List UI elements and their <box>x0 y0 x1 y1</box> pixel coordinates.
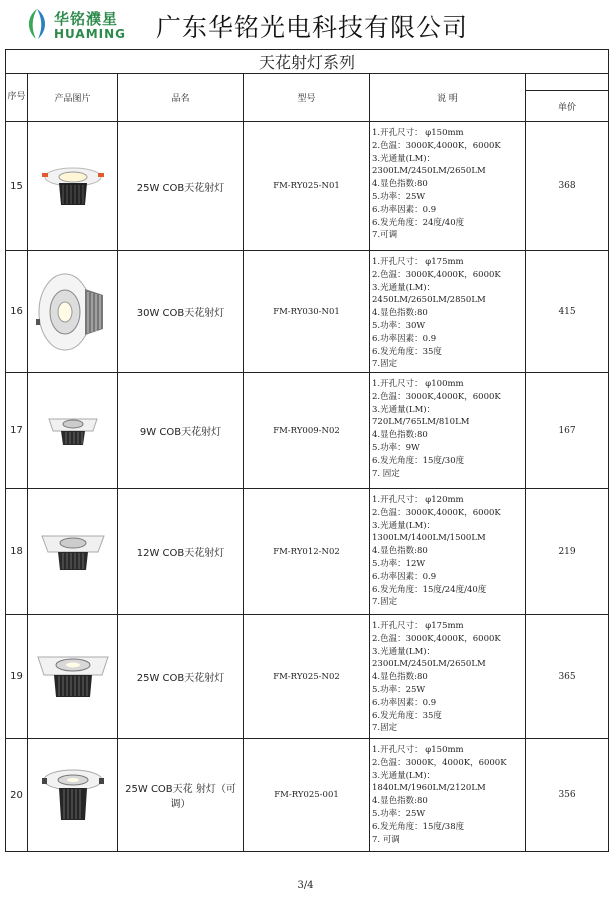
round-downlight-icon <box>37 764 109 826</box>
product-price: 356 <box>526 739 609 852</box>
table-row <box>6 739 609 852</box>
product-price: 167 <box>526 373 609 489</box>
row-seq: 18 <box>6 489 28 615</box>
table-row <box>6 122 609 251</box>
row-seq: 15 <box>6 122 28 251</box>
page-header <box>0 0 611 48</box>
square-downlight-icon <box>43 411 103 451</box>
product-desc: 1.开孔尺寸： φ150mm 2.色温：3000K，4000K，6000K 3.光通量(LM)： 1840LM/1960LM/2120LM 4.显色指数:80 5.功率：25W 6.发光角度：15度/38度 7. 可调 <box>370 739 526 852</box>
product-model: FM-RY030-N01 <box>244 251 370 373</box>
table-title: 天花射灯系列 <box>6 50 609 74</box>
round-downlight-icon <box>33 267 113 357</box>
table-row <box>6 615 609 739</box>
product-model: FM-RY025-N02 <box>244 615 370 739</box>
product-model: FM-RY025-N01 <box>244 122 370 251</box>
product-name: 9W COB天花射灯 <box>118 373 244 489</box>
logo-english-text: HUAMING <box>54 27 127 41</box>
company-name: 广东华铭光电科技有限公司 <box>156 13 469 42</box>
product-price: 365 <box>526 615 609 739</box>
col-header-desc: 说 明 <box>370 74 526 122</box>
product-image <box>28 251 118 373</box>
row-seq: 17 <box>6 373 28 489</box>
table-row <box>6 251 609 373</box>
leaf-logo-icon <box>24 8 50 40</box>
row-seq: 19 <box>6 615 28 739</box>
col-header-model: 型号 <box>244 74 370 122</box>
product-name: 12W COB天花射灯 <box>118 489 244 615</box>
square-downlight-icon <box>38 528 108 576</box>
product-table <box>5 49 609 852</box>
product-desc: 1.开孔尺寸： φ150mm 2.色温：3000K,4000K，6000K 3.光通量(LM)： 2300LM/2450LM/2650LM 4.显色指数:80 5.功率：25W 6.功率因素：0.9 6.发光角度：24度/40度 7.可调 <box>370 122 526 251</box>
product-image <box>28 373 118 489</box>
product-name: 30W COB天花射灯 <box>118 251 244 373</box>
product-name: 25W COB天花 射灯（可调） <box>118 739 244 852</box>
product-name: 25W COB天花射灯 <box>118 122 244 251</box>
product-price: 415 <box>526 251 609 373</box>
round-downlight-icon <box>38 161 108 211</box>
square-downlight-icon <box>34 651 112 703</box>
table-row <box>6 489 609 615</box>
table-row <box>6 373 609 489</box>
company-logo <box>24 6 127 42</box>
product-desc: 1.开孔尺寸： φ120mm 2.色温：3000K,4000K，6000K 3.光通量(LM)： 1300LM/1400LM/1500LM 4.显色指数:80 5.功率：12W 6.功率因素：0.9 6.发光角度：15度/24度/40度 7.固定 <box>370 489 526 615</box>
product-model: FM-RY025-001 <box>244 739 370 852</box>
col-header-blank <box>526 74 609 91</box>
product-price: 368 <box>526 122 609 251</box>
product-desc: 1.开孔尺寸： φ100mm 2.色温：3000K,4000K，6000K 3.光通量(LM)： 720LM/765LM/810LM 4.显色指数:80 5.功率：9W 6.发光角度：15度/30度 7. 固定 <box>370 373 526 489</box>
col-header-name: 品名 <box>118 74 244 122</box>
col-header-image: 产品图片 <box>28 74 118 122</box>
product-image <box>28 489 118 615</box>
product-image <box>28 615 118 739</box>
product-desc: 1.开孔尺寸： φ175mm 2.色温：3000K,4000K，6000K 3.光通量(LM)： 2450LM/2650LM/2850LM 4.显色指数:80 5.功率：30W 6.功率因素：0.9 6.发光角度：35度 7.固定 <box>370 251 526 373</box>
page-number: 3/4 <box>297 880 314 891</box>
product-image <box>28 739 118 852</box>
product-model: FM-RY012-N02 <box>244 489 370 615</box>
col-header-price: 单价 <box>526 91 609 122</box>
logo-chinese-text: 华铭濮星 <box>54 10 119 28</box>
col-header-seq: 序号 <box>6 74 28 122</box>
product-price: 219 <box>526 489 609 615</box>
product-model: FM-RY009-N02 <box>244 373 370 489</box>
row-seq: 16 <box>6 251 28 373</box>
product-desc: 1.开孔尺寸： φ175mm 2.色温：3000K,4000K，6000K 3.光通量(LM)： 2300LM/2450LM/2650LM 4.显色指数:80 5.功率：25W 6.功率因素：0.9 6.发光角度：35度 7.固定 <box>370 615 526 739</box>
row-seq: 20 <box>6 739 28 852</box>
product-name: 25W COB天花射灯 <box>118 615 244 739</box>
product-image <box>28 122 118 251</box>
